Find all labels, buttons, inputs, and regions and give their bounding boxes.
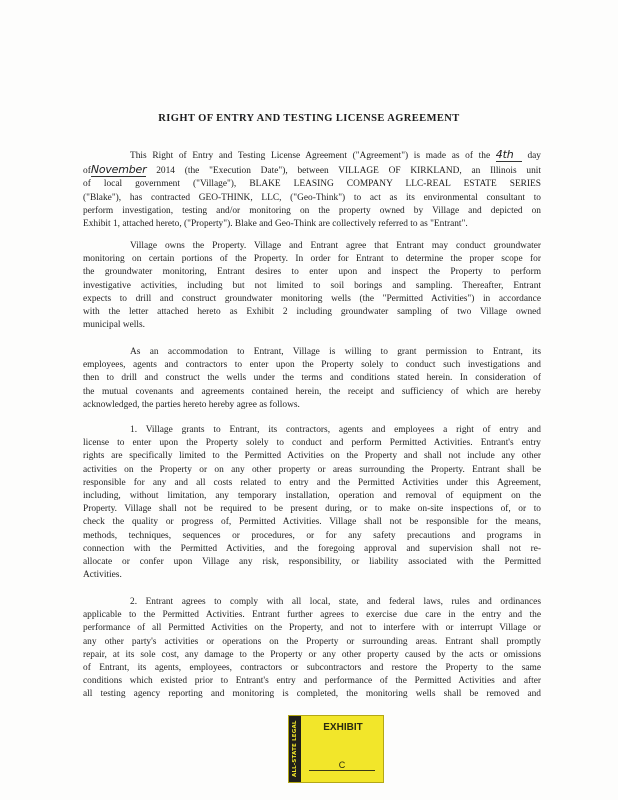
paragraph-line: of Entrant, its agents, employees, contractors or subcontractors and restore the Property to the same [83,663,541,674]
paragraph-line: employees, agents and contractors to enter upon the Property solely to conduct such investigations and [83,360,541,371]
paragraph-line: As an accommodation to Entrant, Village is willing to grant permission to Entrant, its [130,347,541,357]
intro-text: This Right of Entry and Testing License Agreement ("Agreement") is made as of the [130,151,491,161]
document-title: RIGHT OF ENTRY AND TESTING LICENSE AGREEMENT [158,113,460,124]
sticker-brand: ALL-STATE LEGAL [289,716,301,782]
paragraph-property [83,240,541,332]
paragraph-line: connection with the Permitted Activities, and the foregoing approval and supervision shall not re- [83,543,541,554]
paragraph-line: performance of all Permitted Activities on the Property, and not to interfere with or interrupt Village or [83,623,541,634]
handwritten-month: November [90,163,147,177]
exhibit-letter: C [309,760,375,771]
exhibit-label: EXHIBIT [323,722,363,733]
paragraph-line: Village owns the Property. Village and Entrant agree that Entrant may conduct groundwater [130,241,541,251]
paragraph-line: the groundwater monitoring, Entrant desires to enter upon and inspect the Property to perform [83,267,541,278]
paragraph-line: repair, at its sole cost, any damage to the Property or any other property caused by the acts or omissions [83,649,541,660]
paragraph-line: license to enter upon the Property solely to conduct and perform Permitted Activities. Entrant's entry [83,438,541,449]
exhibit-sticker [288,715,384,783]
section-2 [83,596,541,702]
paragraph-line: responsible for any and all costs related to entry and the Permitted Activities under this Agreement, [83,477,541,488]
paragraph-line: all testing agency reporting and monitoring is completed, the monitoring wells shall be removed and [83,689,541,700]
paragraph-line: investigative activities, including but not limited to soil borings and sampling. Thereafter, Entrant [83,280,541,291]
intro-text: day [527,151,541,161]
paragraph-line: allocate or confer upon Village any risk, responsibility, or liability associated with the Permitted [83,557,541,568]
paragraph-line: applicable to the Permitted Activities. Entrant further agrees to exercise due care in the entry and the [83,610,541,621]
paragraph-line: then to drill and construct the wells under the terms and conditions stated herein. In consideration of [83,373,541,384]
intro-text: 2014 (the "Execution Date"), between VILLAGE OF KIRKLAND, an Illinois unit [156,166,541,177]
intro-line: perform investigation, testing and/or monitoring on the property owned by Village and depicted on [83,205,541,216]
intro-line: of local government ("Village"), BLAKE LEASING COMPANY LLC-REAL ESTATE SERIES [83,179,541,190]
paragraph-line: any other party's activities or operations on the Property or surrounding areas. Entrant shall promptly [83,636,541,647]
paragraph-line: the mutual covenants and agreements contained herein, the receipt and sufficiency of which are hereby [83,386,541,397]
intro-line: Exhibit 1, attached hereto, ("Property"). Blake and Geo-Think are collectively referred to as "Entrant". [83,219,468,230]
paragraph-line: municipal wells. [83,320,145,331]
intro-line [83,163,541,178]
handwritten-day: 4th [496,148,522,162]
paragraph-line: methods, techniques, sequences or procedures, or for any safety precautions and programs in [83,530,541,541]
paragraph-line: acknowledged, the parties hereto hereby agree as follows. [83,399,300,410]
intro-line: ("Blake"), has contracted GEO-THINK, LLC, ("Geo-Think") to act as its environmental consultant to [83,192,541,203]
paragraph-line: 1. Village grants to Entrant, its contractors, agents and employees a right of entry and [130,425,541,435]
paragraph-line: 2. Entrant agrees to comply with all local, state, and federal laws, rules and ordinances [130,597,541,607]
paragraph-line: Property. Village shall not be required to be present during, or to make on-site inspections of, or to [83,504,541,515]
paragraph-line: with the letter attached hereto as Exhibit 2 including groundwater sampling of two Village owned [83,307,541,318]
section-1 [83,424,541,582]
paragraph-line: Activities. [83,570,122,581]
paragraph-line: rights are specifically limited to the Permitted Activities on the Property and shall not include any other [83,451,541,462]
paragraph-line: conditions which existed prior to Entrant's entry and performance of the Permitted Activities and after [83,676,541,687]
paragraph-line: monitoring on certain portions of the Property. In order for Entrant to determine the proper scope for [83,254,541,265]
intro-line [83,148,541,163]
paragraph-line: including, without limitation, any temporary installation, operation and removal of equipment on the [83,491,541,502]
paragraph-accommodation [83,346,541,412]
paragraph-line: check the quality or progress of, Permitted Activities. Village shall not be responsible for the means, [83,517,541,528]
intro-paragraph [83,148,541,231]
paragraph-line: activities on the Property or on any other property or areas surrounding the Property. Entrant shall be [83,464,541,475]
paragraph-line: expects to drill and construct groundwater monitoring wells (the "Permitted Activities") in accordance [83,293,541,304]
intro-text: of [83,166,91,177]
